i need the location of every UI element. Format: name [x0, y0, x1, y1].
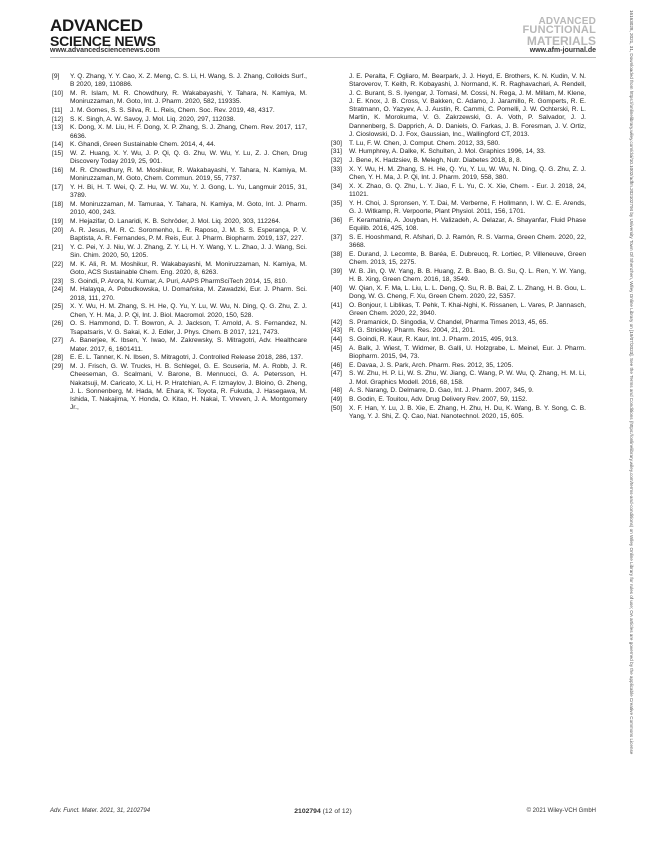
reference-item	[52, 73, 307, 90]
reference-item	[52, 107, 307, 115]
reference-number: [48]	[331, 387, 342, 395]
logo-right-line2: FUNCTIONAL	[522, 24, 596, 36]
reference-text: X. X. Zhao, G. Q. Zhu, L. Y. Jiao, F. L. Yu, C. X. Xie, Chem. - Eur. J. 2018, 24, 11021.	[349, 182, 586, 199]
reference-item	[331, 387, 586, 395]
reference-item	[52, 124, 307, 141]
reference-text: T. Lu, F. W. Chen, J. Comput. Chem. 2012, 33, 580.	[349, 139, 500, 147]
reference-text: W. Humphrey, A. Dalke, K. Schulten, J. Mol. Graphics 1996, 14, 33.	[349, 148, 546, 156]
reference-text: A. Banerjee, K. Ibsen, Y. Iwao, M. Zakrewsky, S. Mitragotri, Adv. Healthcare Mater. 2017, 6, 1601411.	[70, 337, 307, 353]
reference-text: E. Durand, J. Lecomte, B. Baréa, E. Dubreucq, R. Lortiec, P. Villeneuve, Green Chem. 2013, 15, 2275.	[349, 250, 586, 267]
reference-item	[52, 150, 307, 167]
footer-citation: Adv. Funct. Mater. 2021, 31, 2102794	[50, 808, 151, 814]
reference-item	[52, 218, 307, 226]
reference-number: [18]	[52, 200, 63, 208]
reference-number: [16]	[52, 167, 63, 174]
reference-number: [12]	[52, 115, 63, 123]
reference-number: [34]	[331, 182, 342, 190]
reference-text: M. Halayqa, A. Pobudkowska, U. Domańska, M. Zawadzki, Eur. J. Pharm. Sci. 2018, 111, 270.	[70, 286, 307, 302]
reference-text: M. R. Chowdhury, R. M. Moshikur, R. Wakabayashi, Y. Tahara, N. Kamiya, M. Moniruzzaman, M. Goto, Chem. Commun. 2019, 55, 7737.	[70, 167, 307, 183]
advanced-science-news-url[interactable]: www.advancedsciencenews.com	[50, 47, 160, 54]
reference-item	[331, 73, 586, 139]
logo-left-line2: SCIENCE NEWS	[50, 33, 156, 49]
reference-item	[331, 285, 586, 302]
reference-number: [10]	[52, 89, 63, 97]
reference-item	[52, 363, 307, 413]
reference-number: [45]	[331, 344, 342, 352]
reference-number: [35]	[331, 199, 342, 207]
reference-item	[331, 183, 586, 200]
reference-number: [28]	[52, 354, 63, 362]
reference-number: [36]	[331, 216, 342, 224]
reference-number: [33]	[331, 165, 342, 173]
reference-item	[52, 244, 307, 261]
reference-number: [9]	[52, 73, 60, 80]
reference-item	[331, 148, 586, 156]
reference-text: S. Pramanick, D. Singodia, V. Chandel, Pharma Times 2013, 45, 65.	[349, 318, 549, 326]
reference-text: M. Hejazifar, O. Lanaridi, K. B. Schröder, J. Mol. Liq. 2020, 303, 112264.	[70, 217, 281, 225]
reference-item	[331, 166, 586, 183]
reference-number: [46]	[331, 361, 342, 369]
reference-text: M. Moniruzzaman, M. Tamuraa, Y. Tahara, N. Kamiya, M. Goto, Int. J. Pharm. 2010, 400, 243.	[70, 200, 307, 217]
reference-text: S. K. Singh, A. W. Savoy, J. Mol. Liq. 2020, 297, 112038.	[70, 115, 236, 123]
reference-text: Y. H. Bi, H. T. Wei, Q. Z. Hu, W. W. Xu, Y. J. Gong, L. Yu, Langmuir 2015, 31, 3789.	[70, 183, 307, 200]
reference-item	[331, 345, 586, 362]
reference-item	[331, 336, 586, 344]
reference-text: A. S. Narang, D. Delmarre, D. Gao, Int. J. Pharm. 2007, 345, 9.	[349, 387, 534, 395]
reference-number: [50]	[331, 404, 342, 412]
reference-item	[52, 167, 307, 184]
reference-number: [27]	[52, 337, 63, 345]
reference-text: K. Dong, X. M. Liu, H. F. Dong, X. P. Zhang, S. J. Zhang, Chem. Rev. 2017, 117, 6636.	[70, 124, 307, 140]
reference-number: [31]	[331, 148, 342, 156]
reference-item	[331, 396, 586, 404]
reference-item	[52, 227, 307, 244]
reference-item	[331, 302, 586, 319]
reference-number: [39]	[331, 267, 342, 275]
reference-text: Y. H. Choi, J. Spronsen, Y. T. Dai, M. Verberne, F. Hollmann, I. W. C. E. Arends, G. J. Witkamp, R. Verpoorte, Plant Physiol. 2011, 156, 1701.	[349, 199, 586, 216]
reference-text: M. R. Islam, M. R. Chowdhury, R. Wakabayashi, Y. Tahara, N. Kamiya, M. Moniruzzaman, M. Goto, Int. J. Pharm. 2020, 582, 119335.	[70, 89, 307, 106]
reference-number: [13]	[52, 124, 63, 132]
reference-item	[331, 405, 586, 422]
advanced-science-news-logo	[50, 17, 156, 48]
reference-item	[331, 268, 586, 285]
reference-text: R. G. Strickley, Pharm. Res. 2004, 21, 201.	[349, 327, 475, 335]
reference-text: J. E. Peralta, F. Ogliaro, M. Bearpark, J. J. Heyd, E. Brothers, K. N. Kudin, V. N. Staroverov, T. Keith, R. Kobayashi, J. Normand, K. R. Raghavachari, A. Rendell, J. C. Burant, S. S. Iyengar, J. Tomasi, M. Cossi, N. Rega, J. M. Millam, M. Klene, J. E. Knox, J. B. Cross, V. Bakken, C. Adamo, J. Jaramillo, R. Gomperts, R. E. Stratmann, O. Yazyev, A. J. Austin, R. Cammi, C. Pomelli, J. W. Ochterski, R. L. Martin, K. Morokuma, V. G. Zakrzewski, G. A. Voth, P. Salvador, J. J. Dannenberg, S. Dapprich, A. D. Daniels, O. Farkas, J. B. Foresman, J. V. Ortiz, J. Cioslowski, D. J. Fox, Gaussian, Inc., Wallingford CT, 2013.	[349, 73, 586, 139]
reference-item	[52, 320, 307, 337]
reference-item	[52, 337, 307, 354]
reference-number: [21]	[52, 243, 63, 251]
reference-number: [41]	[331, 301, 342, 309]
reference-number: [11]	[52, 106, 63, 114]
reference-text: B. Godin, E. Touitou, Adv. Drug Delivery Rev. 2007, 59, 1152.	[349, 396, 528, 404]
advanced-functional-materials-logo	[523, 17, 597, 47]
reference-text: K. Ghandi, Green Sustainable Chem. 2014, 4, 44.	[70, 141, 216, 149]
reference-item	[331, 157, 586, 165]
reference-item	[52, 184, 307, 201]
reference-text: X. F. Han, Y. Lu, J. B. Xie, E. Zhang, H. Zhu, H. Du, K. Wang, B. Y. Song, C. B. Yang, Y. J. Shi, Z. Q. Cao, Nat. Nanotechnol. 2020, 15, 605.	[349, 404, 586, 421]
reference-item	[52, 354, 307, 362]
reference-text: M. K. Ali, R. M. Moshikur, R. Wakabayashi, M. Moniruzzaman, N. Kamiya, M. Goto, ACS Sustainable Chem. Eng. 2020, 8, 6263.	[70, 260, 307, 276]
reference-item	[331, 327, 586, 335]
reference-number: [38]	[331, 250, 342, 258]
reference-item	[331, 234, 586, 251]
reference-number: [15]	[52, 150, 63, 158]
reference-number: [19]	[52, 217, 63, 225]
reference-text: W. B. Jin, Q. W. Yang, B. B. Huang, Z. B. Bao, B. G. Su, Q. L. Ren, Y. W. Yang, H. B. Xing, Green Chem. 2016, 18, 3549.	[349, 267, 586, 284]
reference-number: [30]	[331, 139, 342, 147]
reference-text: A. Balk, J. Wiest, T. Widmer, B. Galli, U. Holzgrabe, L. Meinel, Eur. J. Pharm. Biopharm. 2015, 94, 73.	[349, 344, 586, 361]
reference-item	[331, 140, 586, 148]
reference-number: [49]	[331, 396, 342, 404]
reference-item	[52, 201, 307, 218]
references-column-right	[331, 73, 586, 422]
reference-number: [14]	[52, 141, 63, 149]
reference-text: M. J. Frisch, G. W. Trucks, H. B. Schlegel, G. E. Scuseria, M. A. Robb, J. R. Cheeseman, G. Scalmani, V. Barone, B. Mennucci, G. A. Petersson, H. Nakatsuji, M. Caricato, X. Li, H. P. Hratchian, A. F. Izmaylov, J. Bloino, G. Zheng, J. L. Sonnenberg, M. Hada, M. Ehara, K. Toyota, R. Fukuda, J. Hasegawa, M. Ishida, T. Nakajima, Y. Honda, O. Kitao, H. Nakai, T. Vreven, J. A. Montgomery Jr.,	[70, 362, 307, 412]
reference-text: S. E. Hooshmand, R. Afshari, D. J. Ramón, R. S. Varma, Green Chem. 2020, 22, 3668.	[349, 233, 586, 250]
reference-text: O. S. Hammond, D. T. Bowron, A. J. Jackson, T. Arnold, A. S. Fernandez, N. Tsapatsaris, V. G. Sakai, K. J. Edler, J. Phys. Chem. B 2017, 121, 7473.	[70, 320, 307, 336]
reference-item	[52, 90, 307, 107]
reference-number: [22]	[52, 260, 63, 268]
reference-text: Y. Q. Zhang, Y. Y. Cao, X. Z. Meng, C. S. Li, H. Wang, S. J. Zhang, Colloids Surf., B 2020, 189, 110886.	[70, 73, 307, 89]
reference-text: E. Davaa, J. S. Park, Arch. Pharm. Res. 2012, 35, 1205.	[349, 361, 514, 369]
footer-article-number: 2102794	[294, 808, 321, 815]
reference-text: J. Bene, K. Hadzsiev, B. Melegh, Nutr. Diabetes 2018, 8, 8.	[349, 157, 522, 165]
reference-text: X. Y. Wu, H. M. Zhang, S. H. He, Q. Yu, Y. Lu, W. Wu, N. Ding, Q. G. Zhu, Z. J. Chen, Y. H. Ma, J. P. Qi, Int. J. Biol. Macromol. 2020, 150, 528.	[70, 303, 307, 319]
references-column-left	[52, 73, 307, 413]
reference-number: [40]	[331, 284, 342, 292]
reference-item	[52, 261, 307, 278]
reference-item	[52, 278, 307, 286]
reference-number: [17]	[52, 183, 63, 191]
reference-text: S. Goindi, R. Kaur, R. Kaur, Int. J. Pharm. 2015, 495, 913.	[349, 336, 518, 344]
reference-number: [47]	[331, 370, 342, 378]
afm-journal-url[interactable]: www.afm-journal.de	[529, 47, 596, 54]
reference-number: [37]	[331, 233, 342, 241]
reference-number: [24]	[52, 286, 63, 294]
reference-text: O. Bonjour, I. Liblikas, T. Pehk, T. Khai-Nghi, K. Rissanen, L. Vares, P. Jannasch, Green Chem. 2020, 22, 3940.	[349, 301, 586, 317]
reference-number: [32]	[331, 157, 342, 165]
reference-item	[331, 319, 586, 327]
reference-number: [25]	[52, 303, 63, 311]
reference-item	[52, 286, 307, 303]
header-divider	[50, 57, 596, 58]
reference-text: S. Goindi, P. Arora, N. Kumar, A. Puri, AAPS PharmSciTech 2014, 15, 810.	[70, 277, 288, 285]
reference-item	[331, 251, 586, 268]
reference-number: [20]	[52, 226, 63, 234]
logo-right-line1: ADVANCED	[538, 16, 596, 27]
reference-number: [43]	[331, 327, 342, 335]
reference-item	[52, 116, 307, 124]
reference-text: F. Keramatnia, A. Jouyban, H. Valizadeh, A. Delazar, A. Shayanfar, Fluid Phase Equilib. 2016, 425, 108.	[349, 216, 586, 233]
reference-text: S. W. Zhu, H. P. Li, W. S. Zhu, W. Jiang, C. Wang, P. W. Wu, Q. Zhang, H. M. Li, J. Mol. Graphics Modell. 2016, 68, 158.	[349, 370, 586, 386]
reference-item	[331, 200, 586, 217]
reference-item	[331, 362, 586, 370]
reference-number: [23]	[52, 277, 63, 285]
reference-text: X. Y. Wu, H. M. Zhang, S. H. He, Q. Yu, Y. Lu, W. Wu, N. Ding, Q. G. Zhu, Z. J. Chen, Y. H. Ma, J. P. Qi, Int. J. Pharm. 2019, 558, 380.	[349, 165, 586, 182]
reference-text: W. Z. Huang, X. Y. Wu, J. P. Qi, Q. G. Zhu, W. Wu, Y. Lu, Z. J. Chen, Drug Discovery Today 2019, 25, 901.	[70, 150, 307, 166]
reference-text: Y. C. Pei, Y. J. Niu, W. J. Zhang, Z. Y. Li, H. Y. Wang, Y. L. Zhao, J. J. Wang, Sci. Sin. Chim. 2020, 50, 1205.	[70, 243, 307, 259]
download-license-sidebar: 16163028, 2021, 31, Downloaded from https://onlinelibrary.wiley.com/doi/10.1002/adfm.202102794 by University Town Of Shenzhen, Wiley Online Library on [19/07/2023]. See the Terms and Conditions (https://onlinelibrary.wiley.com/terms-and-conditions) on Wiley Online Library for rules of use; OA articles are governed by the applicable Creative Commons License	[629, 10, 634, 755]
reference-text: A. R. Jesus, M. R. C. Soromenho, L. R. Raposo, J. M. S. S. Esperança, P. V. Baptista, A. R. Fernandes, P. M. Reis, Eur. J. Pharm. Biopharm. 2019, 137, 227.	[70, 226, 307, 242]
reference-item	[331, 217, 586, 234]
reference-number: [44]	[331, 336, 342, 344]
reference-item	[52, 303, 307, 320]
reference-item	[331, 370, 586, 387]
reference-number: [29]	[52, 362, 63, 370]
reference-number: [26]	[52, 320, 63, 328]
logo-left-line1: ADVANCED	[50, 16, 143, 35]
reference-text: E. E. L. Tanner, K. N. Ibsen, S. Mitragotri, J. Controlled Release 2018, 286, 137.	[70, 354, 303, 362]
footer-copyright: © 2021 Wiley-VCH GmbH	[526, 808, 596, 814]
reference-number: [42]	[331, 318, 342, 326]
reference-item	[52, 141, 307, 149]
reference-text: W. Qian, X. F. Ma, L. Liu, L. L. Deng, Q. Su, R. B. Bai, Z. L. Zhang, H. B. Gou, L. Dong, W. G. Cheng, F. Xu, Green Chem. 2020, 22, 5357.	[349, 284, 586, 301]
reference-text: J. M. Gomes, S. S. Silva, R. L. Reis, Chem. Soc. Rev. 2019, 48, 4317.	[70, 106, 275, 114]
logo-right-line3: MATERIALS	[526, 33, 596, 48]
footer-page-of: (12 of 12)	[322, 808, 352, 815]
